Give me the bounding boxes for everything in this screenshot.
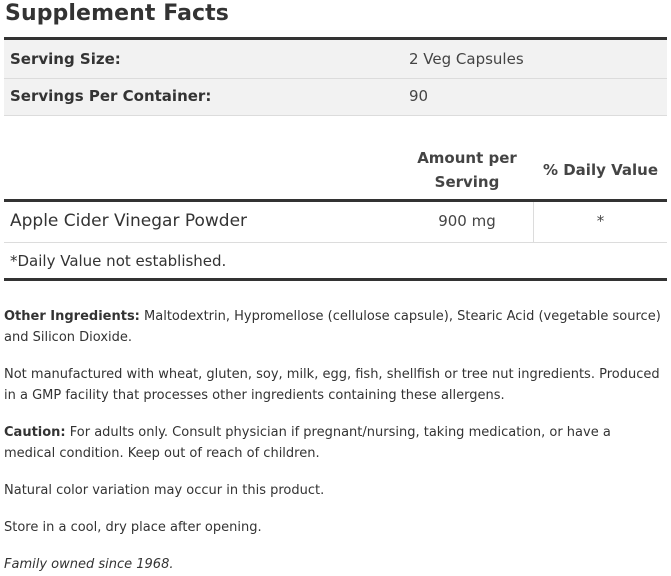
storage-note: Store in a cool, dry place after opening.	[4, 520, 262, 535]
ingredient-name: Apple Cider Vinegar Powder	[10, 211, 248, 231]
caution-text: For adults only. Consult physician if pregnant/nursing, taking medication, or have a medical condition. Keep out of reach of children.	[4, 425, 611, 461]
color-variation-note: Natural color variation may occur in this product.	[4, 483, 325, 498]
amount-header-line1: Amount per	[417, 149, 517, 167]
other-ingredients-label: Other Ingredients:	[4, 309, 140, 324]
servings-per-container-label: Servings Per Container:	[10, 87, 212, 105]
serving-size-label: Serving Size:	[10, 50, 121, 68]
serving-info-divider	[4, 78, 667, 79]
ingredient-row-border	[4, 242, 667, 243]
daily-value-footnote: *Daily Value not established.	[10, 252, 227, 270]
page-title: Supplement Facts	[5, 1, 229, 26]
table-bottom-divider	[4, 278, 667, 281]
serving-size-value: 2 Veg Capsules	[409, 50, 524, 68]
daily-value-header: % Daily Value	[542, 161, 658, 179]
serving-info-bottom-border	[4, 115, 667, 116]
ingredient-daily-value: *	[596, 212, 605, 230]
servings-per-container-value: 90	[409, 87, 429, 105]
header-divider	[4, 199, 667, 202]
other-ingredients	[4, 306, 664, 348]
allergen-note: Not manufactured with wheat, gluten, soy, milk, egg, fish, shellfish or tree nut ingredients. Produced in a GMP facility that processes other ingredients containing these allergens.	[4, 367, 660, 403]
amount-header-line2: Serving	[434, 173, 500, 191]
amount-per-serving-header	[409, 146, 525, 194]
other-ingredients-text: Maltodextrin, Hypromellose (cellulose capsule), Stearic Acid (vegetable source) and Silicon Dioxide.	[4, 309, 661, 345]
caution-note	[4, 422, 664, 464]
family-owned-note: Family owned since 1968.	[4, 557, 174, 572]
ingredient-amount: 900 mg	[438, 212, 496, 230]
caution-label: Caution:	[4, 425, 66, 440]
